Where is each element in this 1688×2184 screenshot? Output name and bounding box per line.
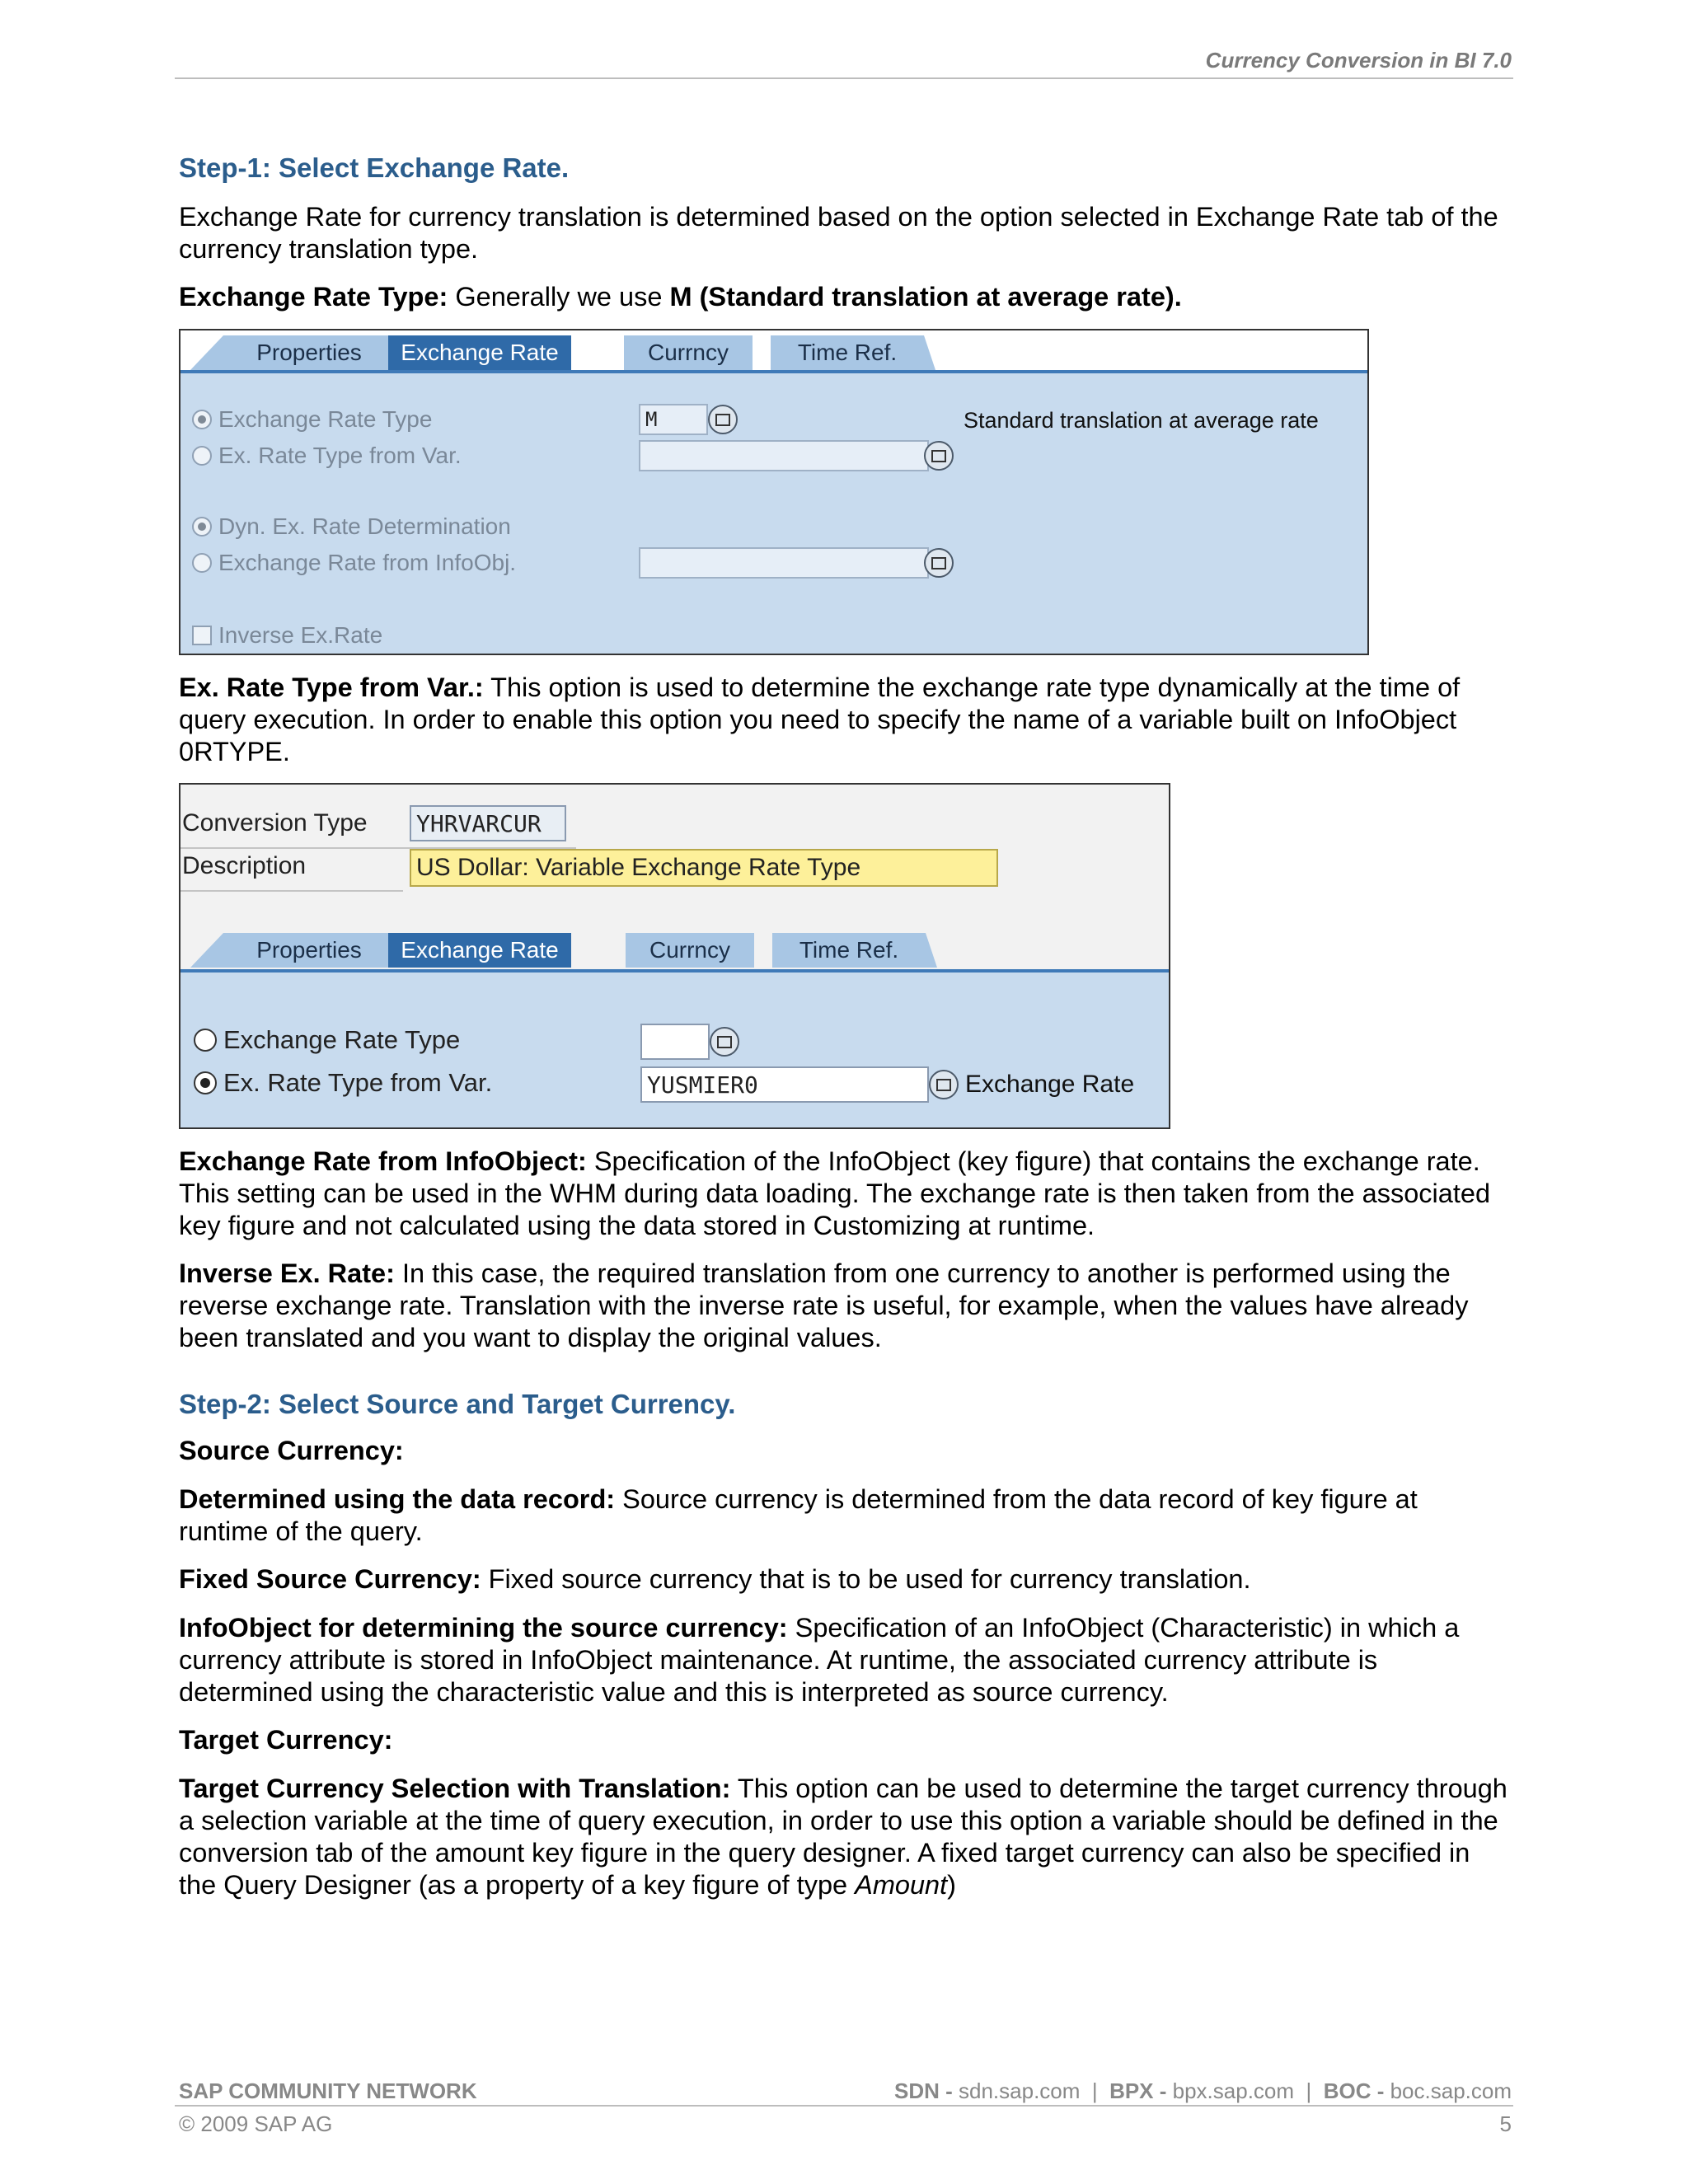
row-divider: [181, 890, 403, 892]
rate-type-text: Generally we use: [448, 282, 670, 312]
inverse-label: Inverse Ex. Rate:: [179, 1258, 395, 1288]
fixed-paragraph: [179, 1563, 1514, 1596]
variable-description: Exchange Rate: [965, 1071, 1135, 1098]
radio-on-icon[interactable]: [192, 517, 212, 537]
value-help-icon[interactable]: [924, 548, 954, 578]
tab-currncy[interactable]: Currncy: [626, 933, 754, 968]
target-selection-italic: Amount: [855, 1870, 948, 1900]
determined-paragraph: [179, 1483, 1514, 1548]
rate-type-description: Standard translation at average rate: [964, 408, 1319, 433]
tab-currncy[interactable]: Currncy: [624, 335, 753, 370]
rate-type-field[interactable]: M: [639, 404, 708, 435]
inverse-paragraph: [179, 1258, 1514, 1354]
fixed-text: Fixed source currency that is to be used for currency translation.: [481, 1564, 1251, 1594]
source-currency-heading: Source Currency:: [179, 1436, 404, 1465]
tab-exchange-rate[interactable]: Exchange Rate: [388, 335, 571, 370]
radio-on-icon[interactable]: [192, 410, 212, 429]
tab-properties[interactable]: Properties: [223, 335, 395, 370]
tab-time-ref[interactable]: Time Ref.: [772, 933, 926, 968]
rate-type-var-field[interactable]: YUSMIER0: [640, 1066, 929, 1103]
infoobj-label: Exchange Rate from InfoObject:: [179, 1146, 587, 1176]
option-label: Dyn. Ex. Rate Determination: [218, 513, 511, 539]
footer-network: SAP COMMUNITY NETWORK: [179, 2079, 477, 2103]
step1-intro: Exchange Rate for currency translation is determined based on the option selected in Exchange Rate tab of the currency translation type.: [179, 202, 1498, 264]
rate-type-paragraph: [179, 281, 1514, 313]
option-label: Ex. Rate Type from Var.: [223, 1068, 493, 1097]
rate-type-bold: M (Standard translation at average rate).: [669, 282, 1182, 312]
value-help-icon[interactable]: [708, 405, 738, 434]
exchange-rate-screen-2: [179, 783, 1170, 1129]
boc-link[interactable]: boc.sap.com: [1390, 2079, 1512, 2103]
var-paragraph: [179, 672, 1514, 768]
option-rate-type-from-var[interactable]: [194, 1068, 492, 1098]
var-label: Ex. Rate Type from Var.:: [179, 673, 484, 702]
step2-heading: Step-2: Select Source and Target Currency.: [179, 1389, 736, 1419]
determined-label: Determined using the data record:: [179, 1484, 616, 1514]
option-exchange-rate-type[interactable]: [192, 406, 432, 433]
option-inverse-ex-rate[interactable]: [192, 622, 382, 649]
running-header-title: Currency Conversion in BI 7.0: [1205, 48, 1512, 73]
rate-type-var-field[interactable]: [639, 440, 929, 471]
header-rule: [175, 77, 1513, 79]
rate-type-label: Exchange Rate Type:: [179, 282, 448, 312]
fixed-label: Fixed Source Currency:: [179, 1564, 481, 1594]
conversion-type-field[interactable]: YHRVARCUR: [410, 805, 566, 841]
footer-copyright: © 2009 SAP AG: [179, 2111, 333, 2136]
target-currency-heading: Target Currency:: [179, 1725, 393, 1755]
infoobj-text: Specification of the InfoObject (key figure) that contains the exchange rate. This setting can be used in the WHM during data loading. The exchange rate is then taken from the associated key figure and not calculated using the data stored in Customizing at runtime.: [179, 1146, 1491, 1240]
conversion-type-label: Conversion Type: [182, 809, 368, 837]
bpx-link[interactable]: bpx.sap.com: [1172, 2079, 1295, 2103]
description-label: Description: [182, 852, 307, 879]
checkbox-icon[interactable]: [192, 626, 212, 645]
radio-off-icon[interactable]: [192, 446, 212, 466]
option-label: Exchange Rate Type: [223, 1025, 461, 1054]
bpx-label: BPX -: [1109, 2079, 1173, 2103]
page-number: 5: [1499, 2111, 1512, 2136]
target-selection-label: Target Currency Selection with Translation:: [179, 1774, 731, 1803]
source-infoobj-label: InfoObject for determining the source currency:: [179, 1613, 788, 1643]
target-selection-paragraph: [179, 1773, 1514, 1901]
tabstrip: [181, 330, 1367, 373]
target-selection-end: ): [947, 1870, 956, 1900]
tab-time-ref[interactable]: Time Ref.: [771, 335, 924, 370]
value-help-icon[interactable]: [924, 441, 954, 471]
value-help-icon[interactable]: [710, 1027, 739, 1057]
inverse-text: In this case, the required translation from one currency to another is performed using the reverse exchange rate. Translation with the inverse rate is useful, for example, when the values have already been translated and you want to display the original values.: [179, 1258, 1469, 1352]
option-dyn-rate-determination[interactable]: [192, 513, 511, 540]
option-rate-from-infoobj[interactable]: [192, 550, 516, 576]
option-exchange-rate-type[interactable]: [194, 1025, 460, 1055]
sdn-label: SDN -: [894, 2079, 959, 2103]
radio-off-icon[interactable]: [192, 553, 212, 573]
separator: |: [1294, 2079, 1324, 2103]
footer-links: [894, 2079, 1512, 2104]
option-label: Exchange Rate from InfoObj.: [218, 550, 517, 575]
source-infoobj-text: Specification of an InfoObject (Characteristic) in which a currency attribute is stored in InfoObject maintenance. At runtime, the associated currency attribute is determined using the characteristic value and this is interpreted as source currency.: [179, 1613, 1460, 1707]
option-label: Inverse Ex.Rate: [218, 622, 383, 648]
radio-off-icon[interactable]: [194, 1029, 217, 1052]
separator: |: [1080, 2079, 1110, 2103]
step1-heading: Step-1: Select Exchange Rate.: [179, 152, 570, 183]
infoobj-paragraph: [179, 1146, 1514, 1242]
tab-exchange-rate[interactable]: Exchange Rate: [388, 933, 571, 968]
value-help-icon[interactable]: [929, 1070, 959, 1099]
rate-type-field[interactable]: [640, 1024, 710, 1060]
option-label: Exchange Rate Type: [218, 406, 433, 432]
infoobj-field[interactable]: [639, 547, 929, 579]
var-text: This option is used to determine the exchange rate type dynamically at the time of query execution. In order to enable this option you need to specify the name of a variable built on InfoObject 0RTYPE.: [179, 673, 1461, 766]
source-infoobj-paragraph: [179, 1612, 1514, 1708]
option-rate-type-from-var[interactable]: [192, 443, 462, 469]
tab-properties[interactable]: Properties: [223, 933, 395, 968]
boc-label: BOC -: [1323, 2079, 1390, 2103]
determined-text: Source currency is determined from the data record of key figure at runtime of the query.: [179, 1484, 1418, 1546]
sdn-link[interactable]: sdn.sap.com: [959, 2079, 1081, 2103]
target-selection-text: This option can be used to determine the target currency through a selection variable at the time of query execution, in order to use this option a variable should be defined in the conversion tab of the amount key figure in the query designer. A fixed target currency can also be specified in the Query Designer (as a property of a key figure of type: [179, 1774, 1507, 1900]
radio-on-icon[interactable]: [194, 1071, 217, 1094]
exchange-rate-screen-1: [179, 329, 1369, 655]
option-label: Ex. Rate Type from Var.: [218, 443, 462, 468]
description-field[interactable]: US Dollar: Variable Exchange Rate Type: [410, 849, 998, 887]
tabstrip-2: [181, 933, 1169, 972]
footer-rule: [175, 2105, 1513, 2107]
